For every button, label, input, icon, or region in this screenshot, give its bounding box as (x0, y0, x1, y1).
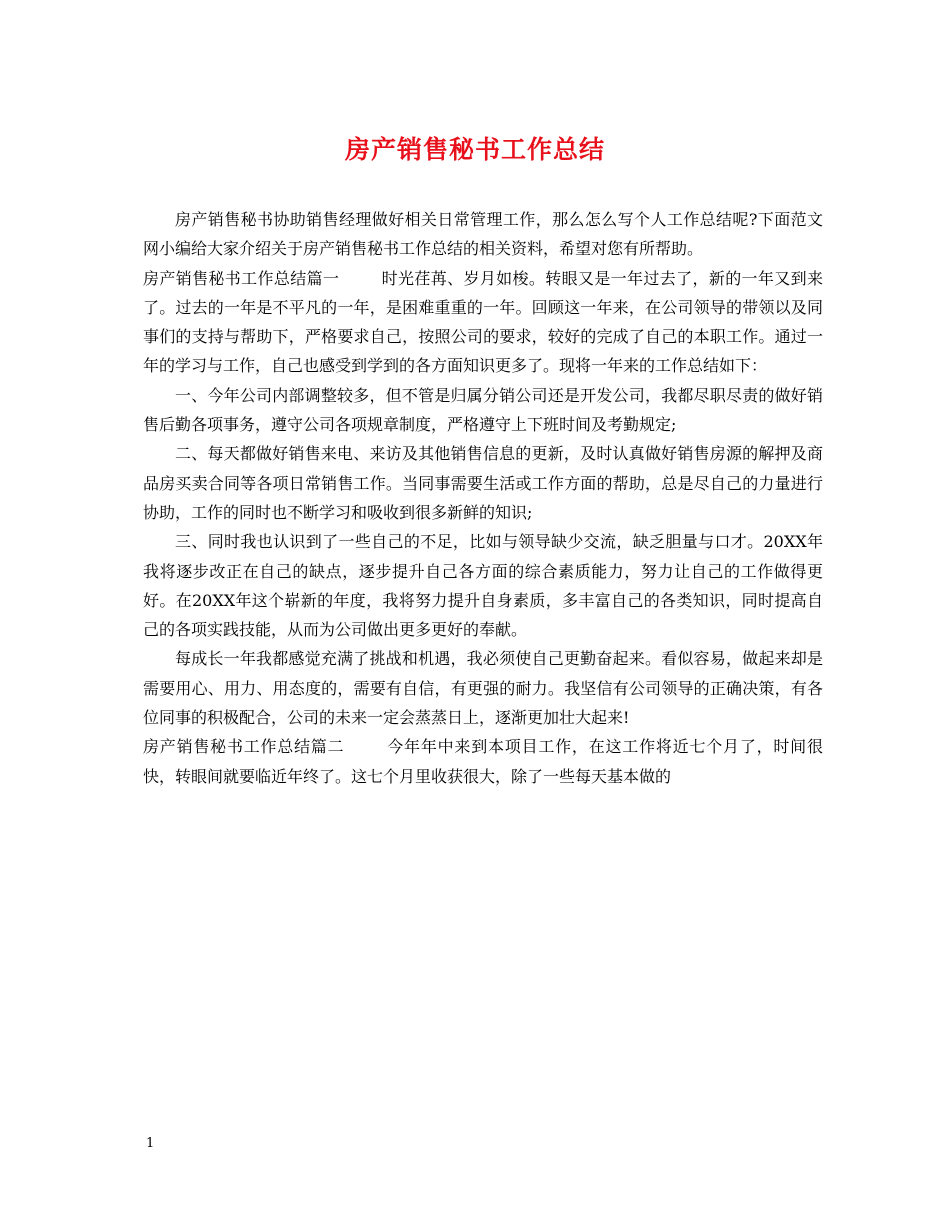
section2-heading: 房产销售秘书工作总结篇二 (143, 737, 345, 757)
document-body (143, 205, 823, 791)
section1-item-4: 每成长一年我都感觉充满了挑战和机遇，我必须使自己更勤奋起来。看似容易，做起来却是需要用心、用力、用态度的，需要有自信，有更强的耐力。我坚信有公司领导的正确决策，有各位同事的积极配合，公司的未来一定会蒸蒸日上，逐渐更加壮大起来! (143, 649, 823, 728)
page-number: 1 (146, 1136, 155, 1151)
section1-paragraph (143, 264, 823, 381)
section1-heading: 房产销售秘书工作总结篇一 (143, 268, 340, 288)
section1-item-2: 二、每天都做好销售来电、来访及其他销售信息的更新，及时认真做好销售房源的解押及商品房买卖合同等各项日常销售工作。当同事需要生活或工作方面的帮助，总是尽自己的力量进行协助，工作的同时也不断学习和吸收到很多新鲜的知识; (143, 444, 823, 522)
section1-lead: 时光荏苒、岁月如梭。转眼又是一年过去了，新的一年又到来了。过去的一年是不平凡的一年，是困难重重的一年。回顾这一年来，在公司领导的带领以及同事们的支持与帮助下，严格要求自己，按照公司的要求，较好的完成了自己的本职工作。通过一年的学习与工作，自己也感受到学到的各方面知识更多了。现将一年来的工作总结如下： (143, 268, 823, 376)
intro-paragraph: 房产销售秘书协助销售经理做好相关日常管理工作，那么怎么写个人工作总结呢?下面范文网小编给大家介绍关于房产销售秘书工作总结的相关资料，希望对您有所帮助。 (143, 210, 823, 259)
section2-paragraph (143, 732, 823, 791)
section2-lead: 今年年中来到本项目工作，在这工作将近七个月了，时间很快，转眼间就要临近年终了。这七个月里收获很大，除了一些每天基本做的 (143, 737, 823, 786)
section1-item-1: 一、今年公司内部调整较多，但不管是归属分销公司还是开发公司，我都尽职尽责的做好销售后勤各项事务，遵守公司各项规章制度，严格遵守上下班时间及考勤规定; (143, 385, 823, 435)
document-title: 房产销售秘书工作总结 (344, 135, 605, 164)
section1-item-3: 三、同时我也认识到了一些自己的不足，比如与领导缺少交流，缺乏胆量与口才。20XX年我将逐步改正在自己的缺点，逐步提升自己各方面的综合素质能力，努力让自己的工作做得更好。在20XX年这个崭新的年度，我将努力提升自身素质，多丰富自己的各类知识，同时提高自己的各项实践技能，从而为公司做出更多更好的奉献。 (143, 532, 823, 640)
